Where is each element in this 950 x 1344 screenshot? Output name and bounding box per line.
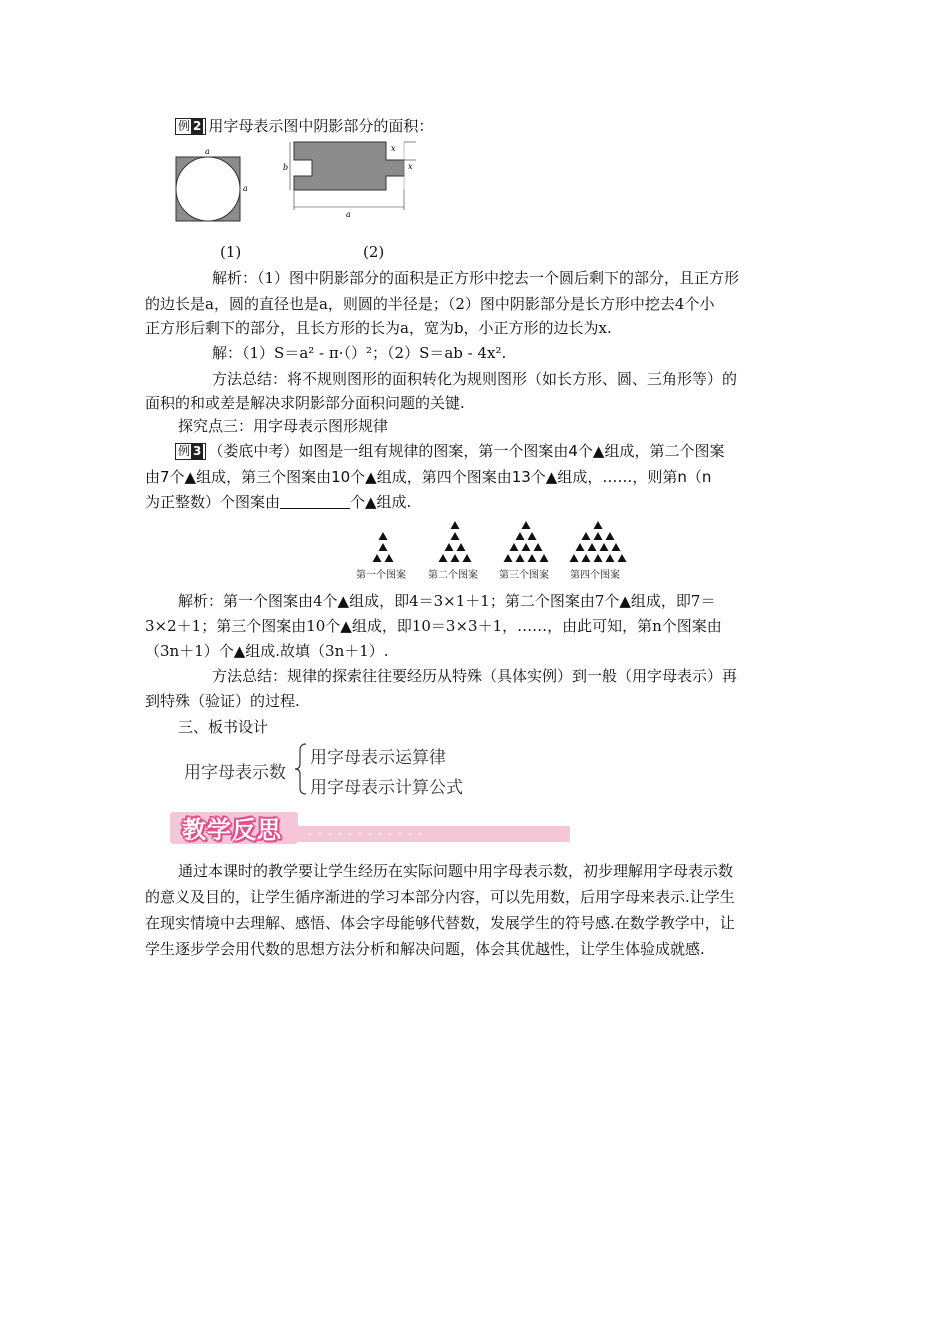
pattern-3-triangle [510, 543, 519, 551]
square-circle-figure [170, 145, 260, 227]
pattern-caption-1: 第一个图案 [356, 570, 406, 581]
side-label-right: a [243, 184, 248, 193]
figure2-caption: (2) [363, 243, 385, 261]
pattern-4-triangle [594, 521, 603, 529]
pattern-4-triangle [612, 543, 621, 551]
pattern-4-triangle [606, 532, 615, 540]
example2-summary-line1: 方法总结：将不规则图形的面积转化为规则图形（如长方形、圆、三角形等）的 [212, 370, 738, 388]
dim-label-x1: x [391, 144, 396, 153]
answer-blank [280, 494, 350, 509]
example2-heading: 例 2 用字母表示图中阴影部分的面积： [175, 115, 840, 137]
example-badge: 例 2 [175, 118, 206, 135]
reflection-line3: 在现实情境中去理解、感悟、体会字母能够代替数，发展学生的符号感.在数学教学中，让 [145, 914, 735, 932]
shaded-rectangle [294, 142, 404, 190]
pattern-3-triangle [504, 554, 513, 562]
example2-analysis-line2: 的边长是a，圆的直径也是a，则圆的半径是；（2）图中阴影部分是长方形中挖去4个小 [145, 295, 715, 313]
pattern-3-triangle [540, 554, 549, 562]
section3-title: 探究点三：用字母表示图形规律 [178, 417, 389, 435]
example3-analysis-line1: 解析：第一个图案由4个▲组成，即4＝3×1＋1；第二个图案由7个▲组成，即7＝ [178, 592, 716, 610]
pattern-4-triangle [618, 554, 627, 562]
rectangle-notched-figure [280, 137, 420, 222]
example3-analysis-line3: （3n＋1）个▲组成.故填（3n＋1）. [145, 642, 389, 660]
example3-line3: 为正整数）个图案由 个▲组成. [145, 493, 412, 511]
example3-summary-line1: 方法总结：规律的探索往往要经历从特殊（具体实例）到一般（用字母表示）再 [212, 667, 738, 685]
pattern-4-triangle [594, 554, 603, 562]
pattern-4-triangle [606, 554, 615, 562]
board-branch-1: 用字母表示运算律 [310, 748, 446, 768]
pattern-2-triangle [445, 543, 454, 551]
pattern-4-triangle [594, 532, 603, 540]
board-branch-2: 用字母表示计算公式 [310, 778, 463, 798]
pattern-caption-2: 第二个图案 [428, 570, 478, 581]
pattern-2-triangle [451, 554, 460, 562]
pattern-4-triangle [588, 543, 597, 551]
pattern-3-triangle [534, 543, 543, 551]
side-label-top: a [205, 147, 210, 156]
pattern-3-triangle [528, 554, 537, 562]
reflection-banner-title: 教学反思 [182, 816, 282, 844]
pattern-2-triangle [451, 532, 460, 540]
dim-label-b: b [283, 163, 289, 172]
reflection-line2: 的意义及目的，让学生循序渐进的学习本部分内容，可以先用数，后用字母来表示.让学生 [145, 888, 735, 906]
pattern-3-triangle [528, 532, 537, 540]
pattern-3-triangle [522, 543, 531, 551]
example-badge: 例 3 [175, 443, 206, 460]
pattern-2-triangle [457, 543, 466, 551]
pattern-3-triangle [516, 554, 525, 562]
pattern-3-triangle [516, 532, 525, 540]
brace-icon [294, 742, 308, 796]
example3-line2: 由7个▲组成，第三个图案由10个▲组成，第四个图案由13个▲组成，……，则第n（n [145, 468, 712, 486]
dim-label-x2: x [408, 162, 413, 171]
board-root: 用字母表示数 [184, 763, 286, 783]
example2-analysis-line3: 正方形后剩下的部分，且长方形的长为a，宽为b，小正方形的边长为x. [145, 319, 612, 337]
pattern-2-triangle [451, 521, 460, 529]
example3-summary-line2: 到特殊（验证）的过程. [145, 692, 300, 710]
pattern-1-triangle [379, 543, 388, 551]
pattern-1-triangle [373, 554, 382, 562]
pattern-1-triangle [385, 554, 394, 562]
example2-analysis-line1: 解析：（1）图中阴影部分的面积是正方形中挖去一个圆后剩下的部分，且正方形 [212, 269, 740, 287]
example3-analysis-line2: 3×2＋1；第三个图案由10个▲组成，即10＝3×3＋1，……，由此可知，第n个图案由 [145, 617, 722, 635]
pattern-2-triangle [439, 554, 448, 562]
pattern-4-triangle [582, 554, 591, 562]
reflection-line1: 通过本课时的教学要让学生经历在实际问题中用字母表示数，初步理解用字母表示数 [178, 862, 734, 880]
reflection-line4: 学生逐步学会用代数的思想方法分析和解决问题，体会其优越性，让学生体验成就感. [145, 940, 705, 958]
example2-solution: 解：（1）S＝a² - π·（）²；（2）S＝ab - 4x². [212, 344, 507, 362]
pattern-caption-3: 第三个图案 [499, 570, 549, 581]
example2-summary-line2: 面积的和或差是解决求阴影部分面积问题的关键. [145, 394, 465, 412]
pattern-caption-4: 第四个图案 [570, 570, 620, 581]
dim-label-a: a [346, 210, 351, 219]
pattern-4-triangle [576, 543, 585, 551]
pattern-2-triangle [463, 554, 472, 562]
pattern-4-triangle [582, 532, 591, 540]
pattern-4-triangle [570, 554, 579, 562]
pattern-3-triangle [522, 521, 531, 529]
inner-circle [176, 157, 240, 221]
example3-line1: 例 3 （娄底中考）如图是一组有规律的图案，第一个图案由4个▲组成，第二个图案 [175, 440, 840, 462]
pattern-4-triangle [600, 543, 609, 551]
board-design-heading: 三、板书设计 [178, 718, 269, 736]
pattern-1-triangle [379, 532, 388, 540]
figure1-caption: (1) [220, 243, 242, 261]
